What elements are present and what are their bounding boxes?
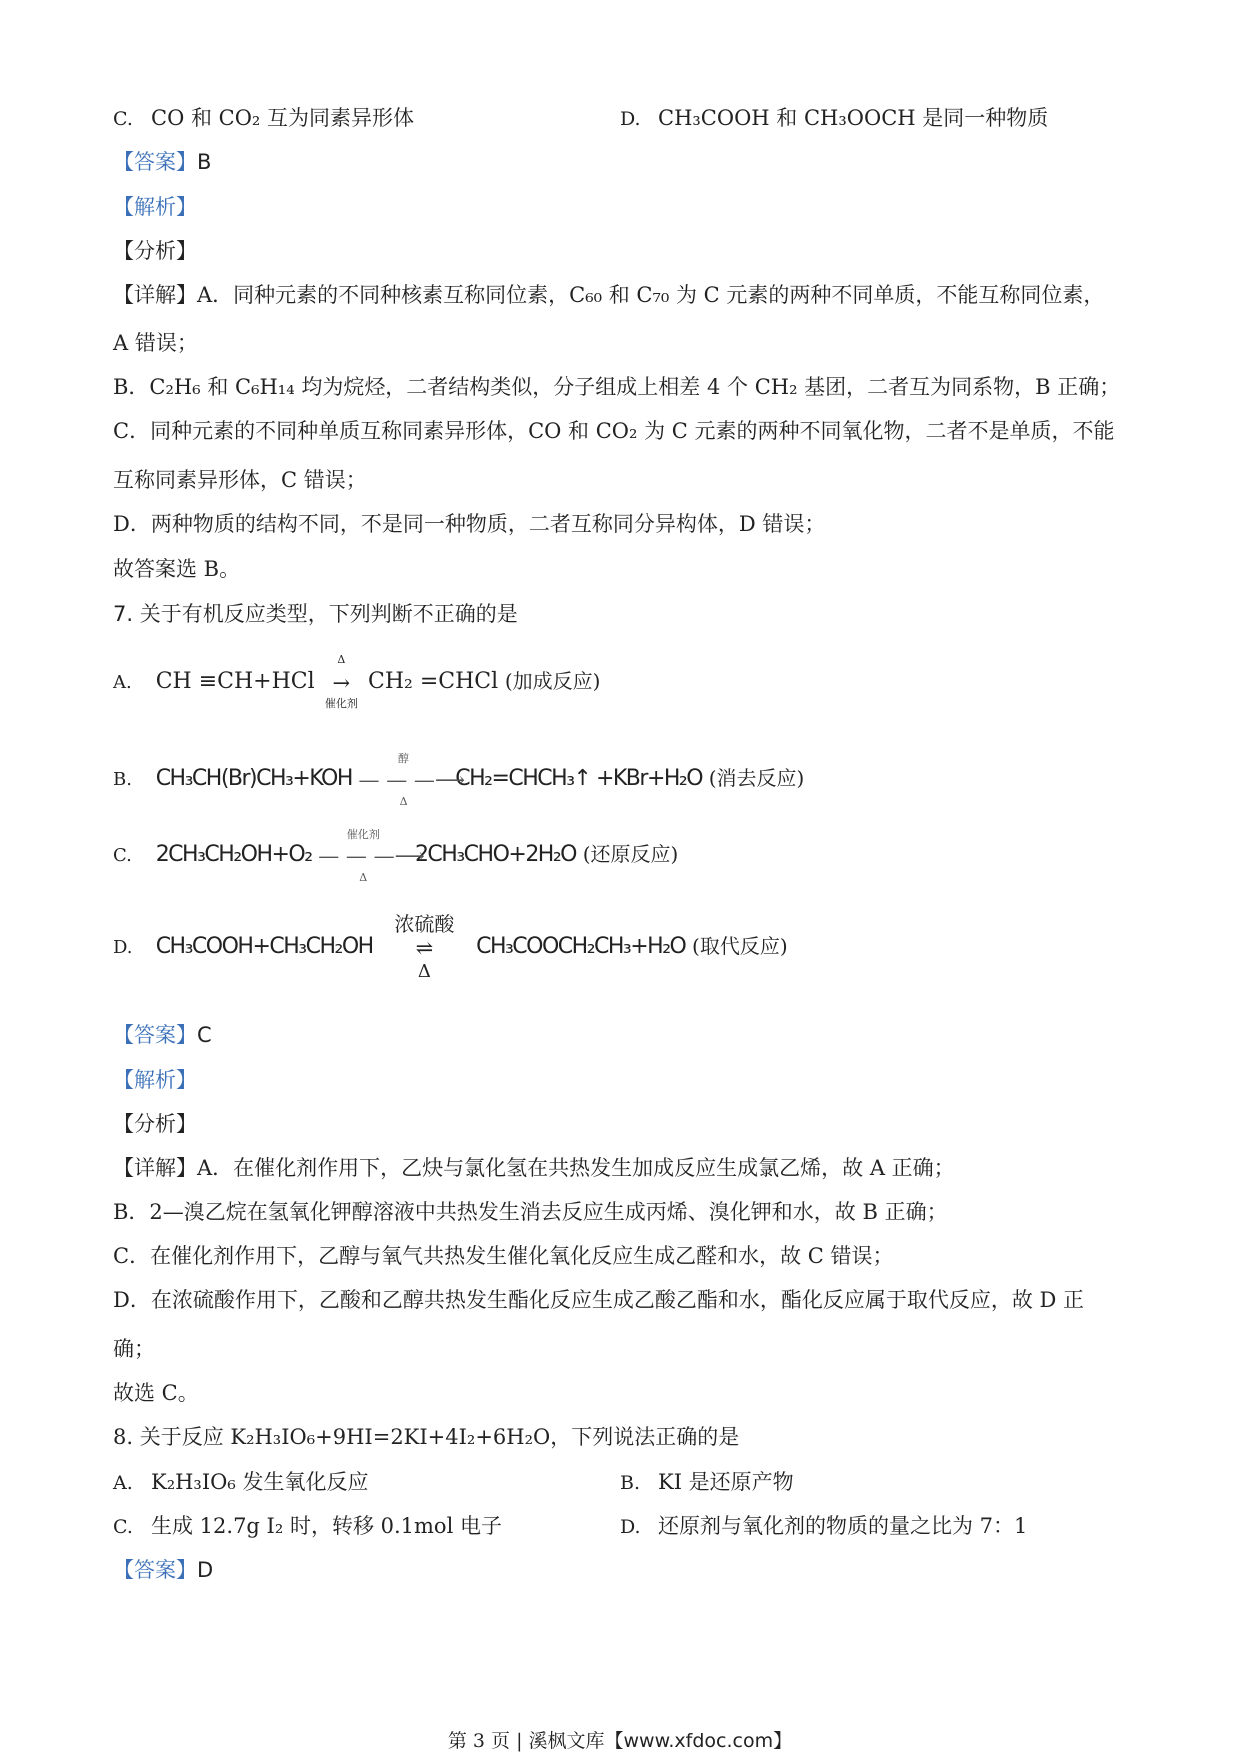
q7-detail-line: C．在催化剂作用下，乙醇与氧气共热发生催化氧化反应生成乙醛和水，故 C 错误； bbox=[113, 1244, 894, 1268]
q8-option-a: A. K₂H₃IO₆ 发生氧化反应 bbox=[113, 1470, 369, 1494]
q7-option-d: D. CH₃COOH+CH₃CH₂OH 浓硫酸 ⇌ Δ CH₃COOCH₂CH₃+H₂O (取代反应) bbox=[113, 911, 788, 982]
q7-stem: 7. 关于有机反应类型，下列判断不正确的是 bbox=[113, 602, 518, 626]
q6-jiexi: 【解析】 bbox=[113, 195, 197, 219]
site-link[interactable]: 溪枫文库【www.xfdoc.com】 bbox=[528, 1730, 793, 1752]
q7-answer: 【答案】C bbox=[113, 1023, 212, 1047]
q6-detail-line: 互称同素异形体，C 错误； bbox=[113, 468, 367, 492]
q6-option-c: C. CO 和 CO₂ 互为同素异形体 bbox=[113, 106, 415, 130]
page-number: 第 3 页 bbox=[447, 1730, 511, 1752]
q6-detail-line: C．同种元素的不同种单质互称同素异形体，CO 和 CO₂ 为 C 元素的两种不同氧化物，二者不是单质，不能 bbox=[113, 419, 1115, 443]
q7-option-a: A. CH ≡CH+HCl Δ → 催化剂 CH₂ =CHCl (加成反应) bbox=[113, 652, 601, 710]
q7-option-c: C. 2CH₃CH₂OH+O₂ 催化剂 — — —⟶ Δ 2CH₃CHO+2H₂O (还原反应) bbox=[113, 827, 679, 884]
q7-detail-line: D．在浓硫酸作用下，乙酸和乙醇共热发生酯化反应生成乙酸乙酯和水，酯化反应属于取代反应，故 D 正 bbox=[113, 1288, 1085, 1312]
reaction-arrow: 浓硫酸 ⇌ Δ bbox=[394, 911, 455, 982]
q8-answer: 【答案】D bbox=[113, 1558, 214, 1582]
q6-fenxi: 【分析】 bbox=[113, 239, 197, 263]
q6-detail-line: B．C₂H₆ 和 C₆H₁₄ 均为烷烃，二者结构类似，分子组成上相差 4 个 CH₂ 基团，二者互为同系物，B 正确； bbox=[113, 375, 1121, 399]
reaction-arrow: 醇 — — —⟶ Δ bbox=[358, 751, 466, 808]
q6-option-d: D. CH₃COOH 和 CH₃OOCH 是同一种物质 bbox=[620, 106, 1049, 130]
q6-detail-line: D．两种物质的结构不同，不是同一种物质，二者互称同分异构体，D 错误； bbox=[113, 512, 826, 536]
reaction-arrow: Δ → 催化剂 bbox=[324, 652, 358, 710]
q8-option-b: B. KI 是还原产物 bbox=[620, 1470, 794, 1494]
q8-stem: 8. 关于反应 K₂H₃IO₆+9HI=2KI+4I₂+6H₂O，下列说法正确的是 bbox=[113, 1425, 740, 1449]
q6-answer: 【答案】B bbox=[113, 150, 212, 174]
q7-detail-line: 确； bbox=[113, 1337, 155, 1361]
page-footer: 第 3 页 | 溪枫文库【www.xfdoc.com】 bbox=[447, 1730, 793, 1752]
q7-option-b: B. CH₃CH(Br)CH₃+KOH 醇 — — —⟶ Δ CH₂=CHCH₃↑ +KBr+H₂O (消去反应) bbox=[113, 751, 805, 808]
q7-fenxi: 【分析】 bbox=[113, 1112, 197, 1136]
reaction-arrow: 催化剂 — — —⟶ Δ bbox=[318, 827, 425, 884]
q7-jiexi: 【解析】 bbox=[113, 1068, 197, 1092]
q6-detail-line: 【详解】A．同种元素的不同种核素互称同位素，C₆₀ 和 C₇₀ 为 C 元素的两种不同单质，不能互称同位素， bbox=[113, 283, 1105, 307]
q7-detail-line: 故选 C。 bbox=[113, 1381, 199, 1405]
q8-option-c: C. 生成 12.7g I₂ 时，转移 0.1mol 电子 bbox=[113, 1514, 502, 1538]
q6-detail-line: A 错误； bbox=[113, 331, 198, 355]
q6-detail-line: 故答案选 B。 bbox=[113, 557, 241, 581]
q7-detail-line: B．2—溴乙烷在氢氧化钾醇溶液中共热发生消去反应生成丙烯、溴化钾和水，故 B 正确； bbox=[113, 1200, 948, 1224]
q8-option-d: D. 还原剂与氧化剂的物质的量之比为 7：1 bbox=[620, 1514, 1028, 1538]
q7-detail-line: 【详解】A．在催化剂作用下，乙炔与氯化氢在共热发生加成反应生成氯乙烯，故 A 正确； bbox=[113, 1156, 955, 1180]
